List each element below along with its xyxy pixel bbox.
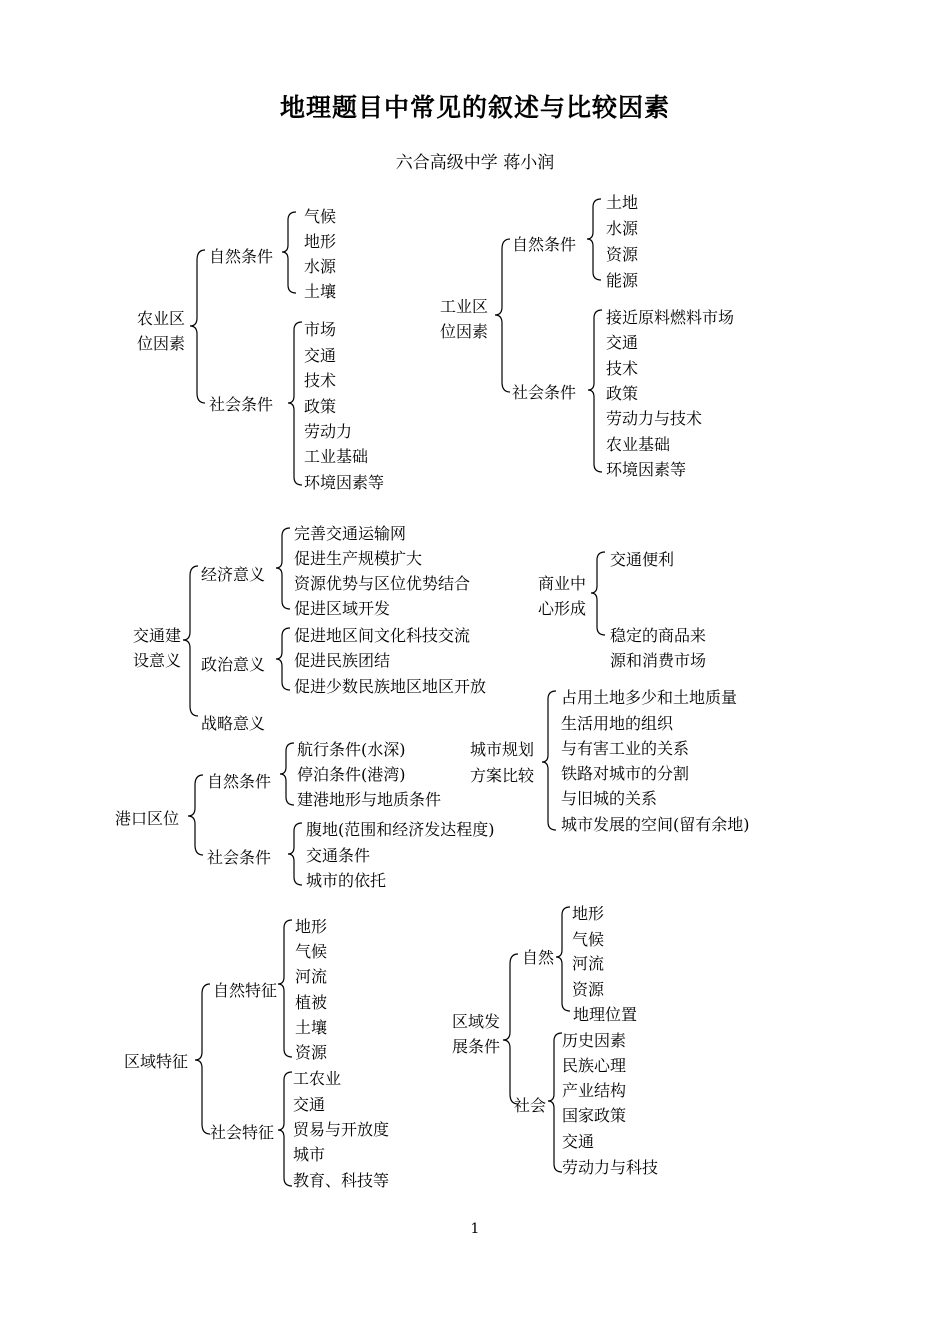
brace-agri-natural xyxy=(282,212,296,293)
city-root-line1: 城市规划 xyxy=(470,740,535,759)
trans-pol-item: 促进地区间文化科技交流 xyxy=(294,626,471,645)
dev-natural-item: 地形 xyxy=(572,904,605,923)
trans-econ-item: 资源优势与区位优势结合 xyxy=(294,574,471,593)
brace-region-natural xyxy=(278,920,292,1057)
port-natural-item: 航行条件(水深) xyxy=(297,740,406,759)
city-item: 占用土地多少和土地质量 xyxy=(561,688,738,707)
brace-port-social xyxy=(288,823,302,885)
agri-social-item: 交通 xyxy=(304,346,337,365)
dev-root-line1: 区域发 xyxy=(452,1012,501,1031)
agri-social-item: 政策 xyxy=(304,397,337,416)
brace-trans-econ xyxy=(276,528,290,609)
region-natural-item: 土壤 xyxy=(295,1018,328,1037)
brace-ind-natural xyxy=(587,199,601,280)
ind-social-item: 技术 xyxy=(606,359,639,378)
brace-trans-pol xyxy=(276,628,290,690)
port-social-item: 腹地(范围和经济发达程度) xyxy=(306,820,495,839)
agri-natural-item: 气候 xyxy=(304,207,337,226)
port-natural-item: 建港地形与地质条件 xyxy=(297,790,442,809)
region-social-item: 交通 xyxy=(293,1095,326,1114)
agri-natural-item: 土壤 xyxy=(304,282,337,301)
dev-natural-item: 资源 xyxy=(572,980,605,999)
region-social-item: 教育、科技等 xyxy=(293,1171,390,1190)
ind-social-item: 政策 xyxy=(606,384,639,403)
ind-social-item: 劳动力与技术 xyxy=(606,409,703,428)
brace-region-social xyxy=(278,1072,292,1186)
trans-econ-item: 完善交通运输网 xyxy=(294,524,407,543)
ind-natural-item: 水源 xyxy=(606,219,639,238)
ind-root-line2: 位因素 xyxy=(440,322,489,341)
dev-social-label: 社会 xyxy=(514,1096,547,1115)
city-root-line2: 方案比较 xyxy=(470,766,535,785)
brace-port-root xyxy=(188,775,203,855)
city-item: 城市发展的空间(留有余地) xyxy=(561,815,750,834)
trans-econ-label: 经济意义 xyxy=(201,565,266,584)
city-item: 生活用地的组织 xyxy=(561,714,674,733)
region-natural-item: 地形 xyxy=(295,917,328,936)
brace-ind-social xyxy=(588,310,602,472)
trans-root-line2: 设意义 xyxy=(133,651,182,670)
brace-dev-social xyxy=(548,1033,562,1172)
agri-social-item: 工业基础 xyxy=(304,447,369,466)
ind-social-item: 交通 xyxy=(606,333,639,352)
ind-social-item: 环境因素等 xyxy=(606,460,687,479)
ind-natural-item: 土地 xyxy=(606,193,639,212)
page-number: 1 xyxy=(470,1221,480,1237)
port-social-item: 交通条件 xyxy=(306,846,371,865)
ind-natural-label: 自然条件 xyxy=(512,235,577,254)
trans-pol-label: 政治意义 xyxy=(201,655,266,674)
agri-social-label: 社会条件 xyxy=(209,395,274,414)
dev-root-line2: 展条件 xyxy=(452,1037,501,1056)
brace-dev-natural xyxy=(556,907,570,1011)
ind-natural-item: 能源 xyxy=(606,271,639,290)
ind-social-item: 农业基础 xyxy=(606,435,671,454)
dev-natural-label: 自然 xyxy=(522,948,555,967)
trans-pol-item: 促进民族团结 xyxy=(294,651,391,670)
region-natural-item: 资源 xyxy=(295,1043,328,1062)
comm-item: 源和消费市场 xyxy=(610,651,707,670)
region-root: 区域特征 xyxy=(124,1052,189,1071)
agri-natural-label: 自然条件 xyxy=(209,247,274,266)
region-natural-item: 河流 xyxy=(295,967,328,986)
dev-natural-item: 地理位置 xyxy=(573,1005,638,1024)
page-title: 地理题目中常见的叙述与比较因素 xyxy=(279,93,670,122)
brace-agri-root xyxy=(190,250,205,403)
trans-pol-item: 促进少数民族地区地区开放 xyxy=(294,677,487,696)
dev-social-item: 民族心理 xyxy=(562,1056,627,1075)
dev-social-item: 国家政策 xyxy=(562,1106,627,1125)
author-line: 六合高级中学 蒋小润 xyxy=(395,153,555,173)
brace-agri-social xyxy=(288,322,302,485)
region-social-item: 工农业 xyxy=(293,1069,342,1088)
agri-social-item: 环境因素等 xyxy=(304,473,385,492)
brace-city xyxy=(542,691,556,830)
region-natural-item: 植被 xyxy=(295,993,328,1012)
dev-natural-item: 河流 xyxy=(572,954,605,973)
brace-ind-root xyxy=(495,239,510,392)
agri-natural-item: 水源 xyxy=(304,257,337,276)
comm-root-line1: 商业中 xyxy=(538,574,587,593)
dev-social-item: 交通 xyxy=(562,1132,595,1151)
ind-natural-item: 资源 xyxy=(606,245,639,264)
agri-social-item: 技术 xyxy=(304,371,337,390)
region-social-item: 贸易与开放度 xyxy=(293,1120,390,1139)
trans-root-line1: 交通建 xyxy=(133,626,182,645)
comm-root-line2: 心形成 xyxy=(538,599,587,618)
region-social-item: 城市 xyxy=(293,1145,326,1164)
brace-region-root xyxy=(195,984,210,1134)
dev-social-item: 产业结构 xyxy=(562,1081,627,1100)
ind-social-item: 接近原料燃料市场 xyxy=(606,308,735,327)
brace-port-natural xyxy=(280,743,294,805)
dev-natural-item: 气候 xyxy=(572,930,605,949)
port-root: 港口区位 xyxy=(115,809,180,828)
trans-econ-item: 促进区域开发 xyxy=(294,599,391,618)
city-item: 与旧城的关系 xyxy=(561,789,658,808)
comm-item: 交通便利 xyxy=(610,550,675,569)
comm-item: 稳定的商品来 xyxy=(610,626,707,645)
port-natural-label: 自然条件 xyxy=(207,772,272,791)
ind-root-line1: 工业区 xyxy=(440,297,489,316)
port-natural-item: 停泊条件(港湾) xyxy=(297,765,406,784)
trans-econ-item: 促进生产规模扩大 xyxy=(294,549,423,568)
agri-natural-item: 地形 xyxy=(304,232,337,251)
region-social-label: 社会特征 xyxy=(210,1123,275,1142)
port-social-label: 社会条件 xyxy=(207,848,272,867)
agri-root-line1: 农业区 xyxy=(137,309,186,328)
brace-comm xyxy=(591,552,605,635)
agri-social-item: 市场 xyxy=(304,320,337,339)
agri-social-item: 劳动力 xyxy=(304,422,353,441)
port-social-item: 城市的依托 xyxy=(306,871,387,890)
brace-trans-root xyxy=(183,566,198,716)
dev-social-item: 历史因素 xyxy=(562,1031,627,1050)
region-natural-item: 气候 xyxy=(295,942,328,961)
ind-social-label: 社会条件 xyxy=(512,383,577,402)
region-natural-label: 自然特征 xyxy=(213,981,278,1000)
dev-social-item: 劳动力与科技 xyxy=(562,1158,659,1177)
city-item: 与有害工业的关系 xyxy=(561,739,690,758)
city-item: 铁路对城市的分割 xyxy=(561,764,690,783)
trans-strategic-label: 战略意义 xyxy=(201,714,266,733)
agri-root-line2: 位因素 xyxy=(137,334,186,353)
brace-dev-root xyxy=(503,954,518,1104)
